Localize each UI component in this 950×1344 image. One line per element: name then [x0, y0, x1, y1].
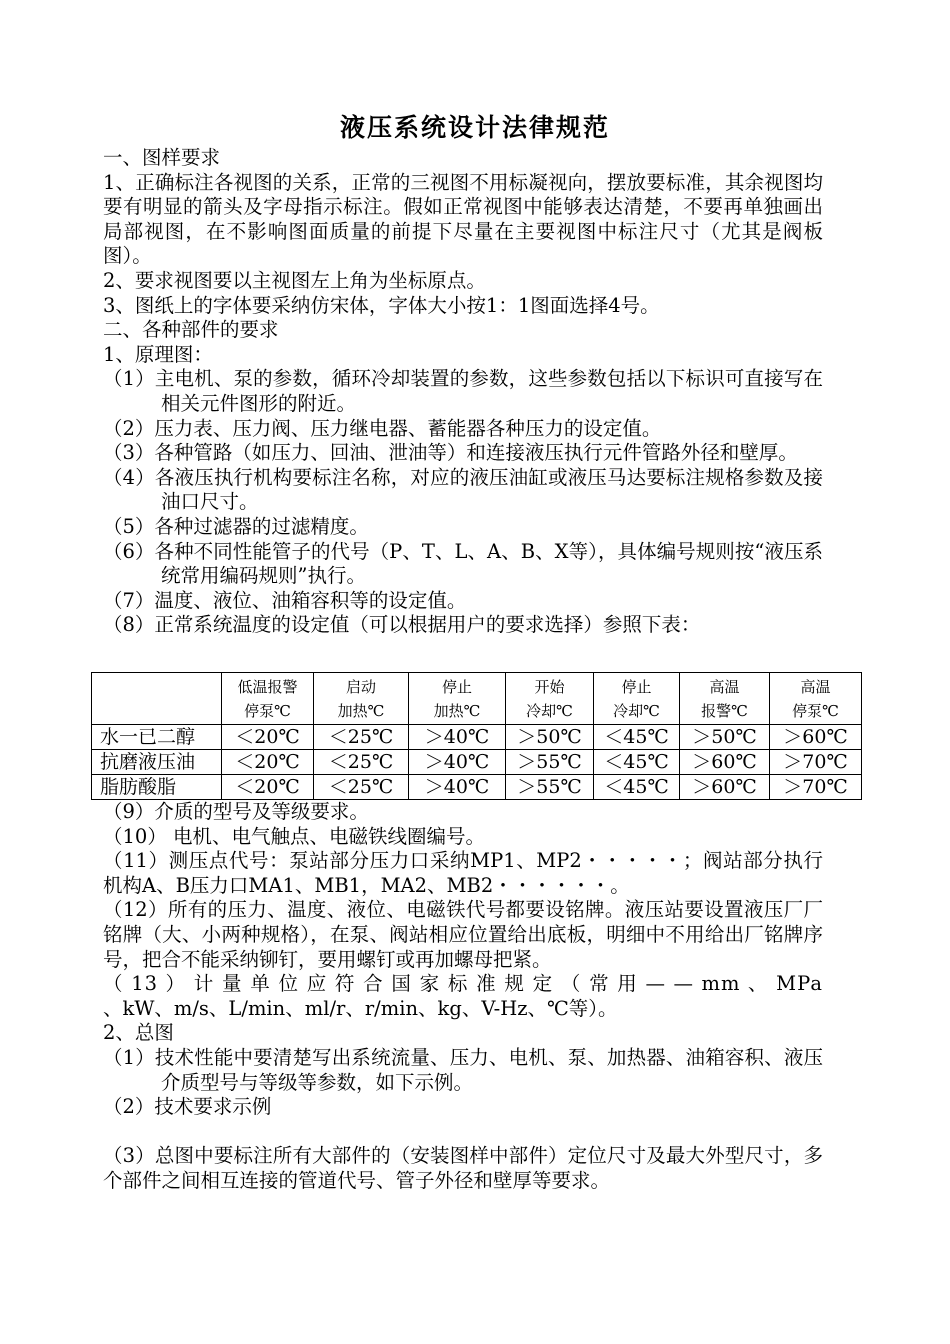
table-header-cell [506, 673, 594, 725]
list-item-test-point-codes: （11）测压点代号：泵站部分压力口采纳MP1、MP2・・・・・；阀站部分执行机构A、B压力口MA1、MB1，MA2、MB2・・・・・・。 [103, 849, 823, 897]
list-item-dimensions: （3）总图中要标注所有大部件的（安装图样中部件）定位尺寸及最大外型尺寸，多个部件之间相互连接的管道代号、管子外径和壁厚等要求。 [103, 1144, 823, 1192]
content-after-table [103, 800, 823, 1194]
table-header-cell [222, 673, 314, 725]
content-before-table [103, 146, 823, 638]
table-row [92, 750, 862, 775]
header-line: 冷却℃ [613, 701, 660, 720]
list-item-filters: （5）各种过滤器的过滤精度。 [103, 514, 369, 538]
list-item-electrical-numbering: （10） 电机、电气触点、电磁铁线圈编号。 [103, 824, 486, 848]
heading-schematic: 1、原理图： [103, 342, 213, 366]
table-row [92, 725, 862, 750]
paragraph-font-requirement: 3、图纸上的字体要采纳仿宋体，字体大小按1：1图面选择4号。 [103, 293, 660, 317]
heading-drawing-requirements: 一、图样要求 [103, 146, 221, 169]
table-header-cell [770, 673, 862, 725]
blank-line [103, 1120, 823, 1145]
table-header-cell [409, 673, 506, 725]
table-cell: ＜25℃ [314, 775, 409, 800]
header-line: 报警℃ [701, 701, 748, 720]
header-line: 开始 [534, 677, 565, 696]
table-cell: ＞50℃ [680, 725, 770, 750]
document-title: 液压系统设计法律规范 [339, 113, 610, 142]
table-cell: ＞60℃ [770, 725, 862, 750]
table-header-cell [314, 673, 409, 725]
list-item-actuators: （4）各液压执行机构要标注名称，对应的液压油缸或液压马达要标注规格参数及接油口尺寸。 [103, 465, 823, 514]
table-cell-medium: 水一已二醇 [92, 725, 222, 750]
table-cell: ＜20℃ [222, 775, 314, 800]
table-cell: ＞55℃ [506, 750, 594, 775]
header-line: 停泵℃ [792, 701, 839, 720]
header-line: 高温 [709, 677, 740, 696]
table-cell: ＞70℃ [770, 750, 862, 775]
table-header-row [92, 673, 862, 725]
table-cell: ＜45℃ [594, 750, 680, 775]
header-line: 高温 [800, 677, 831, 696]
header-line: 停止 [441, 677, 472, 696]
header-line: 低温报警 [237, 677, 298, 696]
list-item-pipe-codes: （6）各种不同性能管子的代号（P、T、L、A、B、X等），具体编号规则按“液压系统常用编码规则”执行。 [103, 539, 823, 588]
list-item-motor-pump: （1）主电机、泵的参数，循环冷却装置的参数，这些参数包括以下标识可直接写在相关元件图形的附近。 [103, 367, 823, 415]
paragraph-coordinate-origin: 2、要求视图要以主视图左上角为坐标原点。 [103, 268, 486, 292]
heading-component-requirements: 二、各种部件的要求 [103, 318, 279, 342]
table-cell: ＜45℃ [594, 775, 680, 800]
header-line: 停止 [621, 677, 652, 696]
table-header-cell [594, 673, 680, 725]
list-item-temperature-level: （7）温度、液位、油箱容积等的设定值。 [103, 588, 467, 612]
table-cell: ＜20℃ [222, 750, 314, 775]
list-item-medium-grade: （9）介质的型号及等级要求。 [103, 800, 369, 823]
temperature-settings-table [91, 672, 862, 800]
table-cell: ＞60℃ [680, 750, 770, 775]
table-cell: ＞40℃ [409, 775, 506, 800]
list-item-pipelines: （3）各种管路（如压力、回油、泄油等）和连接液压执行元件管路外径和壁厚。 [103, 441, 798, 465]
list-item-units-line2: 、kW、m/s、L/min、ml/r、r/min、kg、V-Hz、℃等）。 [103, 996, 618, 1020]
table-cell: ＞60℃ [680, 775, 770, 800]
paragraph-view-relations: 1、正确标注各视图的关系，正常的三视图不用标凝视向，摆放要标准，其余视图均要有明显的箭头及字母指示标注。假如正常视图中能够表达清楚，不要再单独画出局部视图，在不影响图面质量的前提下尽量在主要视图中标注尺寸（尤其是阀板图）。 [103, 170, 823, 268]
header-line: 加热℃ [337, 701, 385, 720]
table-cell: ＜20℃ [222, 725, 314, 750]
table-cell: ＞50℃ [506, 725, 594, 750]
table-cell: ＞40℃ [409, 725, 506, 750]
table-cell: ＞55℃ [506, 775, 594, 800]
header-line: 启动 [345, 677, 376, 696]
list-item-pressure-settings: （2）压力表、压力阀、压力继电器、蓄能器各种压力的设定值。 [103, 416, 662, 440]
header-line: 冷却℃ [526, 701, 573, 720]
table-cell: ＞70℃ [770, 775, 862, 800]
table-cell-medium: 抗磨液压油 [92, 750, 222, 775]
table-cell: ＞40℃ [409, 750, 506, 775]
table-cell-medium: 脂肪酸脂 [92, 775, 222, 800]
list-item-nameplates: （12）所有的压力、温度、液位、电磁铁代号都要设铭牌。液压站要设置液压厂厂铭牌（大、小两种规格），在泵、阀站相应位置给出底板，明细中不用给出厂铭牌序号，把合不能采纳铆钉，要用螺钉或再加螺母把紧。 [103, 898, 823, 971]
list-item-technical-requirements: （2）技术要求示例 [103, 1095, 272, 1119]
table-header-cell [92, 673, 222, 725]
table-cell: ＜25℃ [314, 750, 409, 775]
table-header-cell [680, 673, 770, 725]
list-item-technical-performance: （1）技术性能中要清楚写出系统流量、压力、电机、泵、加热器、油箱容积、液压介质型号与等级等参数，如下示例。 [103, 1045, 823, 1094]
header-line: 停泵℃ [244, 701, 291, 720]
table-row [92, 775, 862, 800]
list-item-units-line1: （ 13 ） 计 量 单 位 应 符 合 国 家 标 准 规 定 （ 常 用 — — mm 、 MPa [103, 972, 823, 996]
table-cell: ＜45℃ [594, 725, 680, 750]
list-item-system-temperature: （8）正常系统温度的设定值（可以根据用户的要求选择）参照下表： [103, 613, 701, 637]
table-cell: ＜25℃ [314, 725, 409, 750]
header-line: 加热℃ [433, 701, 481, 720]
heading-general-drawing: 2、总图 [103, 1021, 174, 1045]
